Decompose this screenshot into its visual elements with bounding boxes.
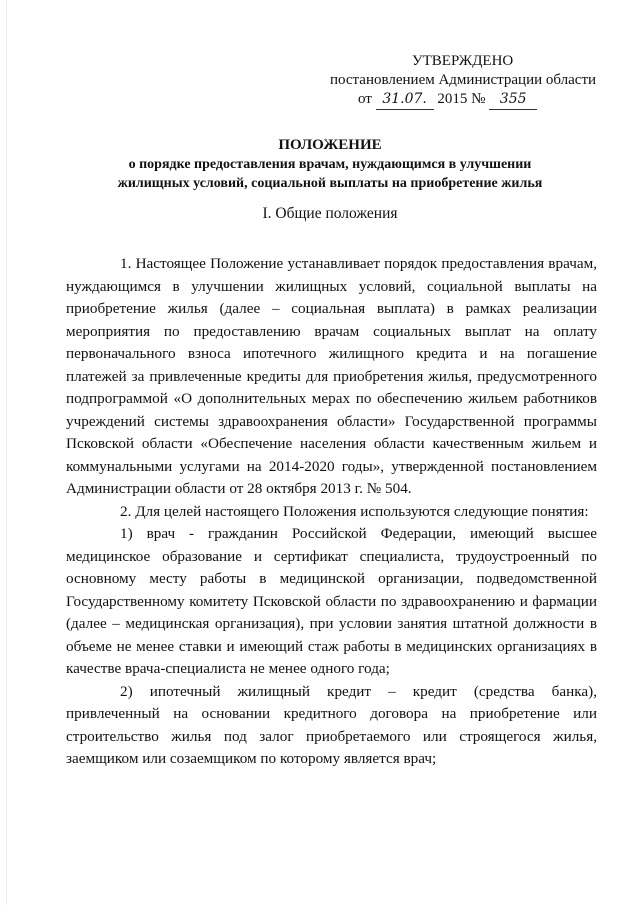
approval-authority: постановлением Администрации области: [330, 72, 597, 88]
section-heading: I. Общие положения: [262, 205, 398, 222]
title-main: ПОЛОЖЕНИЕ: [278, 137, 382, 153]
document-title: [60, 136, 600, 193]
scan-edge: [6, 0, 7, 905]
title-sub-1: о порядке предоставления врачам, нуждающимся в улучшении: [128, 157, 532, 172]
paragraph-1: 1. Настоящее Положение устанавливает порядок предоставления врачам, нуждающимся в улучшении жилищных условий, социальной выплаты на приобретение жилья (далее – социальная выплата) в рамках реализации мероприятия по предоставлению врачам социальных выплат на оплату первоначального взноса ипотечного жилищного кредита и на погашение платежей за привлеченные кредиты для приобретения жилья, предусмотренного подпрограммой «О дополнительных мерах по обеспечению жильем работников учреждений системы здравоохранения области» Государственной программы Псковской области «Обеспечение населения области качественным жильем и коммунальными услугами на 2014-2020 годы», утвержденной постановлением Администрации области от 28 октября 2013 г. № 504.: [66, 255, 597, 497]
approval-year: 2015 №: [437, 91, 486, 107]
handwritten-date: 31.07.: [376, 90, 434, 110]
paragraph-2: 2. Для целей настоящего Положения используются следующие понятия:: [120, 502, 589, 520]
handwritten-number: 355: [489, 90, 537, 110]
approval-prefix: от: [358, 91, 372, 107]
approval-stamp: [330, 52, 600, 110]
document-body: [66, 253, 597, 771]
approval-heading: УТВЕРЖДЕНО: [412, 53, 514, 69]
paragraph-3: 1) врач - гражданин Российской Федерации, имеющий высшее медицинское образование и сертификат специалиста, трудоустроенный по основному месту работы в медицинской организации, подведомственной Государственному комитету Псковской области по здравоохранению и фармации (далее – медицинская организация), при условии занятия штатной должности в объеме не менее ставки и имеющий стаж работы в медицинских организациях в качестве врача-специалиста не менее одного года;: [66, 525, 597, 677]
paragraph-4: 2) ипотечный жилищный кредит – кредит (средства банка), привлеченный на основании кредитного договора на приобретение или строительство жилья под залог приобретаемого или строящегося жилья, заемщиком или созаемщиком по которому является врач;: [66, 682, 597, 767]
title-sub-2: жилищных условий, социальной выплаты на приобретение жилья: [117, 176, 543, 191]
approval-date-line: [330, 90, 600, 110]
